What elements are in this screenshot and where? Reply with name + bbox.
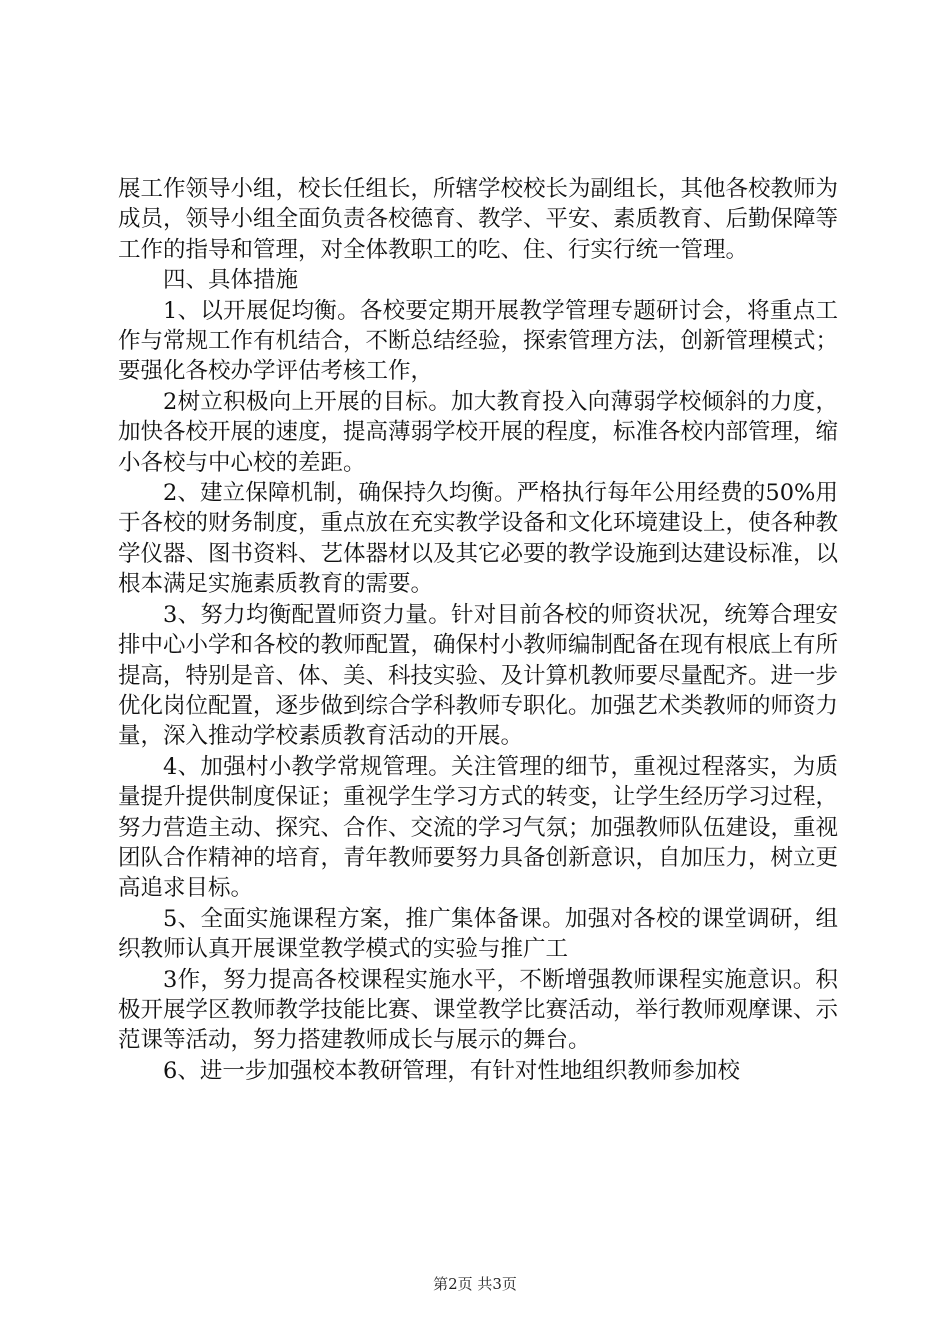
paragraph-measure-5-continued: 3作，努力提高各校课程实施水平，不断增强教师课程实施意识。积极开展学区教师教学技能比赛、课堂教学比赛活动，举行教师观摩课、示范课等活动，努力搭建教师成长与展示的舞台。 — [118, 966, 839, 1054]
paragraph-measure-6: 6、进一步加强校本教研管理，有针对性地组织教师参加校 — [163, 1057, 740, 1084]
paragraph-measure-4: 4、加强村小教学常规管理。关注管理的细节，重视过程落实，为质量提升提供制度保证；重视学生学习方式的转变，让学生经历学习过程，努力营造主动、探究、合作、交流的学习气氛；加强教师队伍建设，重视团队合作精神的培育，青年教师要努力具备创新意识，自加压力，树立更高追求目标。 — [118, 753, 839, 902]
paragraph-measure-5: 5、全面实施课程方案，推广集体备课。加强对各校的课堂调研，组织教师认真开展课堂教学模式的实验与推广工 — [118, 905, 838, 963]
paragraph-goal: 2树立积极向上开展的目标。加大教育投入向薄弱学校倾斜的力度，加快各校开展的速度，提高薄弱学校开展的程度，标准各校内部管理，缩小各校与中心校的差距。 — [118, 388, 839, 476]
section-heading: 四、具体措施 — [163, 267, 299, 294]
page-footer: 第2页 共3页 — [433, 1275, 517, 1293]
paragraph-measure-2: 2、建立保障机制，确保持久均衡。严格执行每年公用经费的50%用于各校的财务制度，重点放在充实教学设备和文化环境建设上，使各种教学仪器、图书资料、艺体器材以及其它必要的教学设施到达建设标准，以根本满足实施素质教育的需要。 — [118, 480, 839, 598]
paragraph-1: 展工作领导小组，校长任组长，所辖学校校长为副组长，其他各校教师为成员，领导小组全面负责各校德育、教学、平安、素质教育、后勤保障等工作的指导和管理，对全体教职工的吃、住、行实行统一管理。 — [118, 176, 839, 263]
paragraph-measure-1: 1、以开展促均衡。各校要定期开展教学管理专题研讨会，将重点工作与常规工作有机结合，不断总结经验，探索管理方法，创新管理模式；要强化各校办学评估考核工作， — [118, 297, 839, 385]
document-body — [118, 174, 838, 1086]
paragraph-measure-3: 3、努力均衡配置师资力量。针对目前各校的师资状况，统筹合理安排中心小学和各校的教师配置，确保村小教师编制配备在现有根底上有所提高，特别是音、体、美、科技实验、及计算机教师要尽量配齐。进一步优化岗位配置，逐步做到综合学科教师专职化。加强艺术类教师的师资力量，深入推动学校素质教育活动的开展。 — [118, 601, 839, 750]
